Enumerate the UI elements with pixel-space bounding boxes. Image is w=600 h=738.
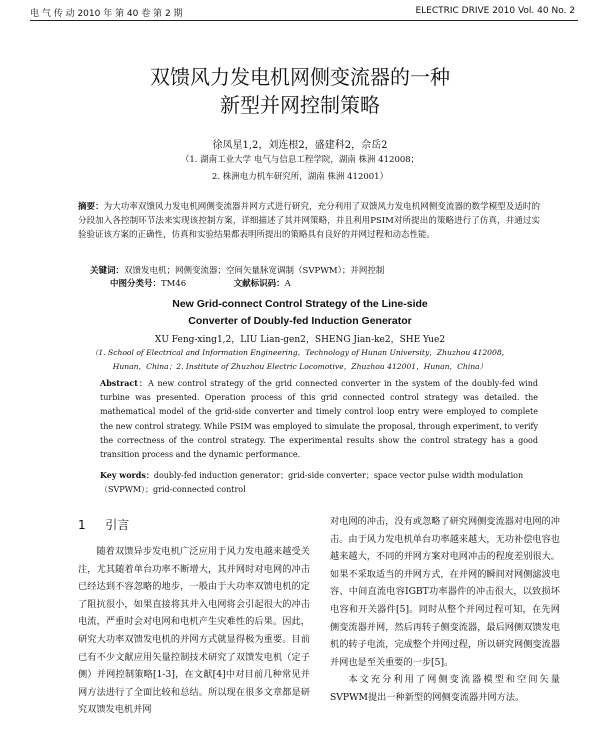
header-rule	[30, 20, 578, 21]
journal-header-left: 电 气 传 动 2010 年 第 40 卷 第 2 期	[30, 9, 183, 19]
affiliation-cn-line1: （1. 湖南工业大学 电气与信息工程学院，湖南 株洲 412008；	[180, 155, 420, 165]
abstract-en	[100, 376, 538, 462]
keywords-en	[100, 468, 538, 497]
section-heading	[78, 516, 129, 533]
abstract-cn	[78, 200, 540, 242]
title-en-line2: Converter of Doubly-fed Induction Generator	[188, 315, 412, 327]
affiliation-en-line2: Hunan，China；2. Institute of Zhuzhou Electric Locomotive，Zhuzhou 412001，Hunan，China）	[112, 362, 488, 371]
authors-cn: 徐凤星1,2，刘连根2，盛建科2，佘岳2	[212, 140, 388, 151]
running-header	[30, 6, 575, 19]
doc-code: A	[284, 279, 291, 289]
section-title: 引言	[105, 518, 130, 532]
classification	[110, 277, 540, 291]
abstract-cn-text: 为大功率双馈风力发电机网侧变流器并网方式进行研究，充分利用了双馈风力发电机网侧变流器的数学模型及适时的分段加入各控制环节法来实现该控制方案，详细描述了其并网策略，并且利用PSIM对所提出的策略进行了仿真，并通过实验验证该方案的正确性，仿真和实验结果都表明所提出的策略具有良好的并网过程和动态性能。	[78, 202, 540, 240]
keywords-en-text: doubly-fed induction generator；grid-side converter；space vector pulse width modulation（SVPWM）；grid-connected control	[100, 471, 524, 494]
title-cn-line1: 双馈风力发电机网侧变流器的一种	[150, 65, 450, 89]
abstract-en-label: Abstract：	[100, 378, 149, 388]
abstract-cn-label: 摘要：	[78, 202, 104, 212]
body-right-paragraph-2: 本文充分利用了网侧变流器模型和空间矢量SVPWM提出一种新型的网侧变流器并网方法。	[330, 674, 560, 703]
doc-code-label: 文献标识码：	[233, 279, 285, 289]
clc-code: TM46	[161, 279, 187, 289]
clc-label: 中图分类号：	[110, 279, 162, 289]
title-en-line1: New Grid-connect Control Strategy of the Line-side	[172, 298, 428, 310]
journal-header-right: ELECTRIC DRIVE 2010 Vol. 40 No. 2	[415, 6, 575, 16]
abstract-en-text: A new control strategy of the grid connected converter in the system of the doubly-fed wind turbine was presented. Operation process of this grid connected control strategy was detailed. the mathematical model of the grid-side converter and timely control loop entry were employed to complete the new control strategy. While PSIM was employed to simulate the proposal, through experiment, to verify the correctness of the control strategy. The experimental results show the control strategy has a good transition process and the dynamic performance.	[100, 379, 538, 460]
keywords-en-label: Key words：	[100, 470, 154, 480]
body-right-column	[330, 513, 560, 707]
body-left-column: 随着双馈异步发电机广泛应用于风力发电越来越受关注，尤其随着单台功率不断增大，其并网时对电网的冲击已经达到不容忽略的地步，一般由于大功率双馈电机的定了阻抗很小，如果直接将其并入电网将会引起很大的冲击电流，严重时会对电网和电机产生灾难性的后果。因此，研究大功率双馈发电机的并网方式就显得极为重要。目前已有不少文献应用矢量控制技术研究了双馈发电机（定子侧）并网控制策略[1-3]，在文献[4]中对目前几种常见并网方法进行了全面比较和总结。所以现在很多文章都是研究双馈发电机并网	[78, 546, 310, 716]
affiliation-cn-line2: 2. 株洲电力机车研究所，湖南 株洲 412001）	[211, 172, 389, 182]
body-right-paragraph-1: 对电网的冲击，没有或忽略了研究网侧变流器对电网的冲击。由于风力发电机单台功率越来越大，无功补偿电容也越来越大，不同的并网方案对电网冲击的程度差别很大。如果不采取适当的并网方式，在并网的瞬间对网侧滤波电容、中间直流电容IGBT功率器件的冲击很大，以致损坏电容和开关器件[5]。同时从整个并网过程可知，在先网侧变流器并网，然后再转子侧变流器，最后网侧双馈发电机的转子电流，完成整个并网过程，所以研究网侧变流器并网也是至关重要的一步[5]。	[330, 516, 560, 668]
keywords-cn	[90, 264, 540, 278]
section-number: 1	[78, 518, 86, 532]
title-cn-line2: 新型并网控制策略	[220, 93, 380, 117]
authors-en: XU Feng-xing1,2，LIU Lian-gen2，SHENG Jian-ke2，SHE Yue2	[154, 335, 446, 345]
affiliation-en-line1: （1. School of Electrical and Information Engineering，Technology of Hunan University，Zhuzhou 412008，	[90, 348, 510, 357]
keywords-cn-label: 关键词：	[90, 266, 125, 276]
keywords-cn-text: 双馈发电机；网侧变流器；空间矢量脉宽调制（SVPWM）；并网控制	[124, 266, 385, 276]
